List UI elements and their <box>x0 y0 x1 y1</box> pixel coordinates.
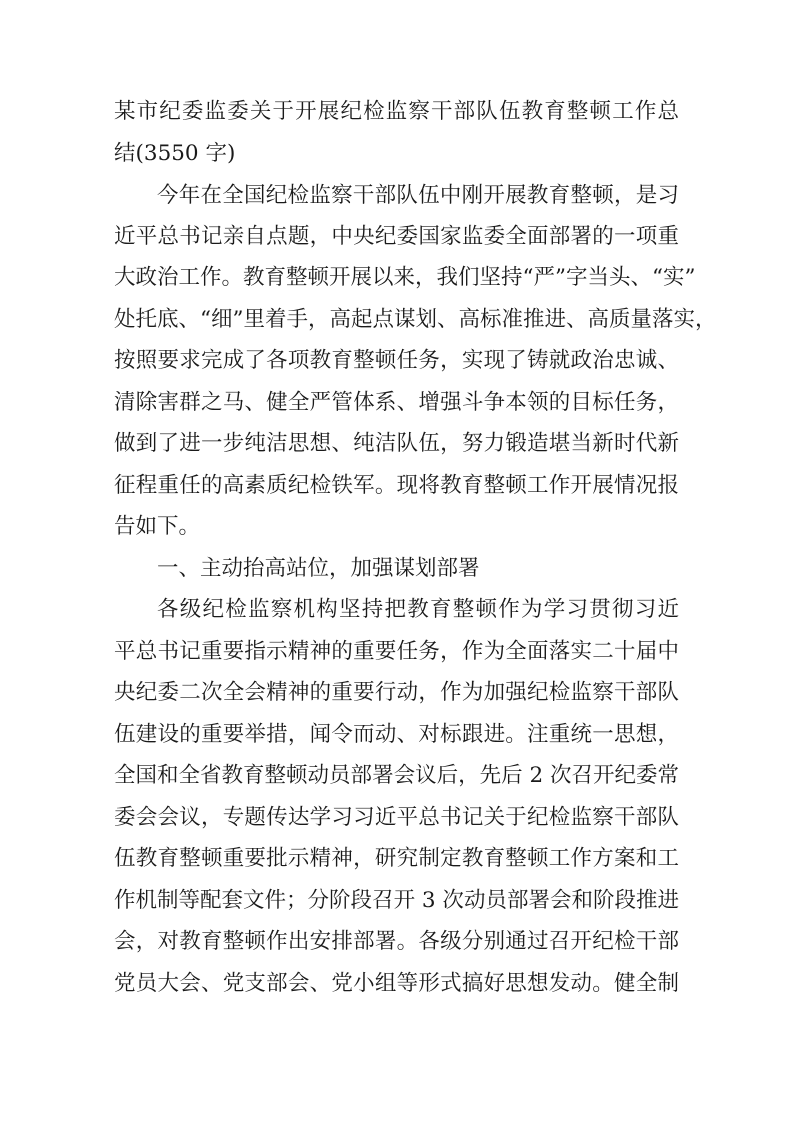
paragraph-line: 伍建设的重要举措，闻令而动、对标跟进。注重统一思想， <box>114 722 679 747</box>
paragraph-line: 近平总书记亲自点题，中央纪委国家监委全面部署的一项重 <box>114 224 679 249</box>
paragraph-line: 党员大会、党支部会、党小组等形式搞好思想发动。健全制 <box>114 971 679 996</box>
paragraph-line: 征程重任的高素质纪检铁军。现将教育整顿工作开展情况报 <box>114 473 679 498</box>
paragraph-line: 各级纪检监察机构坚持把教育整顿作为学习贯彻习近 <box>157 597 679 622</box>
doc-title-line-1: 某市纪委监委关于开展纪检监察干部队伍教育整顿工作总 <box>114 99 679 124</box>
paragraph-line: 会，对教育整顿作出安排部署。各级分别通过召开纪检干部 <box>114 929 679 954</box>
paragraph-line: 告如下。 <box>114 514 201 539</box>
paragraph-line: 大政治工作。教育整顿开展以来，我们坚持“严”字当头、“实” <box>114 265 696 290</box>
paragraph-line: 委会会议，专题传达学习习近平总书记关于纪检监察干部队 <box>114 805 679 830</box>
paragraph-line: 平总书记重要指示精神的重要任务，作为全面落实二十届中 <box>114 639 679 664</box>
paragraph-line: 按照要求完成了各项教育整顿任务，实现了铸就政治忠诚、 <box>114 348 679 373</box>
paragraph-line: 做到了进一步纯洁思想、纯洁队伍，努力锻造堪当新时代新 <box>114 431 679 456</box>
paragraph-line: 今年在全国纪检监察干部队伍中刚开展教育整顿，是习 <box>157 183 679 208</box>
paragraph-line: 作机制等配套文件；分阶段召开 3 次动员部署会和阶段推进 <box>114 888 679 913</box>
paragraph-line: 清除害群之马、健全严管体系、增强斗争本领的目标任务， <box>114 390 679 415</box>
doc-title-line-2: 结(3550 字) <box>114 141 236 166</box>
paragraph-line: 处托底、“细”里着手，高起点谋划、高标准推进、高质量落实， <box>114 307 717 332</box>
section-heading: 一、主动抬高站位，加强谋划部署 <box>157 556 480 581</box>
paragraph-line: 伍教育整顿重要批示精神，研究制定教育整顿工作方案和工 <box>114 846 679 871</box>
paragraph-line: 全国和全省教育整顿动员部署会议后，先后 2 次召开纪委常 <box>114 763 679 788</box>
paragraph-line: 央纪委二次全会精神的重要行动，作为加强纪检监察干部队 <box>114 680 679 705</box>
